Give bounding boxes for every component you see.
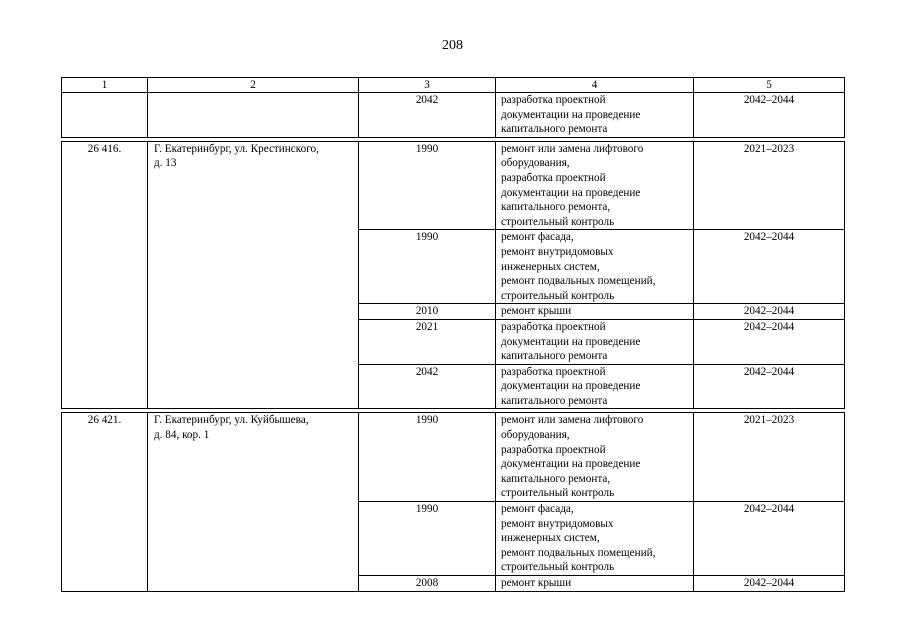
period-cell: 2042–2044: [694, 364, 845, 409]
year-cell: 1990: [359, 502, 496, 576]
period-cell: 2042–2044: [694, 319, 845, 364]
work-cell-line: оборудования,: [501, 157, 570, 170]
table-row: [62, 141, 845, 230]
address-cell: [148, 141, 359, 409]
work-cell-line: ремонт фасада,: [501, 231, 574, 244]
work-cell-line: инженерных систем,: [501, 532, 600, 545]
work-cell-line: ремонт внутридомовых: [501, 517, 614, 530]
work-cell-line: строительный контроль: [501, 561, 615, 574]
work-cell: [496, 304, 694, 320]
work-cell-line: разработка проектной: [501, 365, 606, 378]
year-cell: 2021: [359, 319, 496, 364]
work-cell-line: инженерных систем,: [501, 260, 600, 273]
house-number-cell: 26 421.: [62, 413, 148, 591]
work-cell-line: ремонт или замена лифтового: [501, 414, 644, 427]
year-cell: 2042: [359, 93, 496, 138]
work-cell-line: разработка проектной: [501, 94, 606, 106]
work-cell-line: разработка проектной: [501, 320, 606, 333]
work-cell-line: капитального ремонта,: [501, 472, 611, 485]
year-cell: 2008: [359, 576, 496, 592]
year-cell: 1990: [359, 230, 496, 304]
year-cell: 1990: [359, 413, 496, 502]
address-cell-line: д. 84, кор. 1: [154, 429, 210, 442]
work-cell: [496, 502, 694, 576]
address-cell-line: Г. Екатеринбург, ул. Крестинского,: [154, 142, 319, 155]
period-cell: 2042–2044: [694, 304, 845, 320]
work-cell-line: ремонт крыши: [501, 577, 572, 589]
work-cell-line: оборудования,: [501, 429, 570, 442]
work-cell: [496, 576, 694, 592]
work-cell-line: разработка проектной: [501, 171, 606, 184]
page-number: 208: [442, 38, 463, 53]
work-cell: [496, 319, 694, 364]
work-cell-line: ремонт или замена лифтового: [501, 142, 644, 155]
work-cell-line: ремонт подвальных помещений,: [501, 275, 656, 288]
work-cell-line: капитального ремонта: [501, 350, 608, 363]
work-cell-line: разработка проектной: [501, 443, 606, 456]
address-cell: [148, 413, 359, 591]
column-header-3: 3: [359, 78, 496, 93]
work-cell-line: капитального ремонта,: [501, 201, 611, 214]
period-cell: 2042–2044: [694, 576, 845, 592]
column-header-5: 5: [694, 78, 845, 93]
period-cell: 2042–2044: [694, 93, 845, 138]
period-cell: 2021–2023: [694, 141, 845, 230]
work-cell-line: ремонт подвальных помещений,: [501, 546, 656, 559]
work-cell-line: ремонт крыши: [501, 305, 572, 318]
work-cell-line: капитального ремонта: [501, 394, 608, 407]
period-cell: 2042–2044: [694, 230, 845, 304]
period-cell: 2042–2044: [694, 502, 845, 576]
header-row: [62, 78, 845, 93]
address-cell-line: Г. Екатеринбург, ул. Куйбышева,: [154, 414, 309, 427]
column-header-2: 2: [148, 78, 359, 93]
column-header-1: 1: [62, 78, 148, 93]
work-cell: [496, 93, 694, 138]
capital-repair-table: [61, 77, 845, 592]
address-cell-line: д. 13: [154, 157, 177, 170]
work-cell: [496, 413, 694, 502]
work-cell-line: строительный контроль: [501, 215, 615, 228]
period-cell: 2021–2023: [694, 413, 845, 502]
work-cell: [496, 364, 694, 409]
table-row: [62, 93, 845, 138]
work-cell-line: документации на проведение: [501, 380, 641, 393]
work-cell-line: документации на проведение: [501, 186, 641, 199]
work-cell-line: строительный контроль: [501, 289, 615, 302]
year-cell: 2010: [359, 304, 496, 320]
work-cell-line: ремонт внутридомовых: [501, 245, 614, 258]
work-cell-line: ремонт фасада,: [501, 503, 574, 516]
number-cell-empty: [62, 93, 148, 138]
work-cell: [496, 141, 694, 230]
work-cell: [496, 230, 694, 304]
year-cell: 1990: [359, 141, 496, 230]
work-cell-line: документации на проведение: [501, 108, 641, 121]
work-cell-line: капитального ремонта: [501, 123, 608, 136]
table-row: [62, 413, 845, 502]
work-cell-line: документации на проведение: [501, 458, 641, 471]
work-cell-line: строительный контроль: [501, 487, 615, 500]
house-number-cell: 26 416.: [62, 141, 148, 409]
address-cell-empty: [148, 93, 359, 138]
column-header-4: 4: [496, 78, 694, 93]
year-cell: 2042: [359, 364, 496, 409]
table-body: [62, 93, 845, 592]
work-cell-line: документации на проведение: [501, 335, 641, 348]
